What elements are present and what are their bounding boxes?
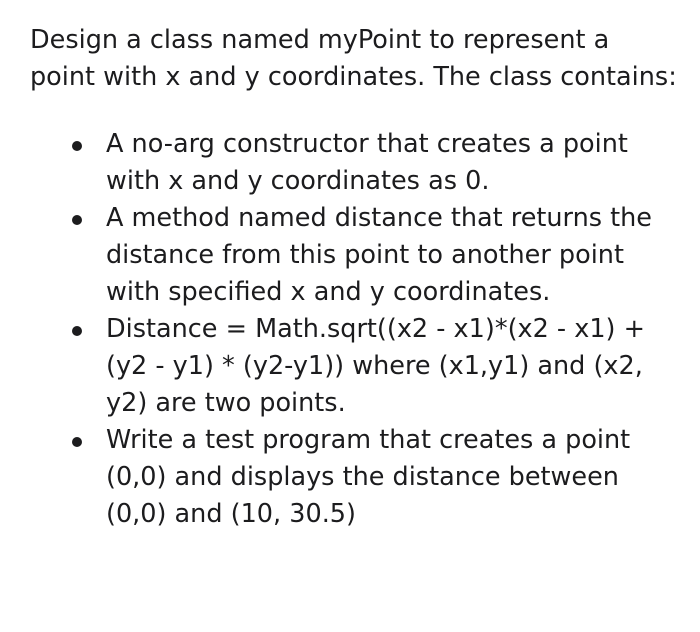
list-item [30, 200, 680, 311]
bullet-icon [72, 141, 82, 151]
list-item [30, 422, 680, 533]
bullet-icon [72, 437, 82, 447]
list-item-text: Distance = Math.sqrt((x2 - x1)*(x2 - x1) + (y2 - y1) * (y2-y1)) where (x1,y1) and (x2, y2) are two points. [106, 314, 645, 418]
bullet-icon [72, 326, 82, 336]
list-item [30, 126, 680, 200]
problem-statement [30, 22, 680, 533]
list-item [30, 311, 680, 422]
list-item-text: A method named distance that returns the distance from this point to another point with specified x and y coordinates. [106, 203, 652, 307]
list-item-text: Write a test program that creates a point (0,0) and displays the distance between (0,0) and (10, 30.5) [106, 425, 631, 529]
intro-paragraph: Design a class named myPoint to represent a point with x and y coordinates. The class contains: [30, 25, 677, 92]
bullet-icon [72, 215, 82, 225]
list-item-text: A no-arg constructor that creates a point with x and y coordinates as 0. [106, 129, 628, 196]
requirements-list [30, 126, 680, 533]
